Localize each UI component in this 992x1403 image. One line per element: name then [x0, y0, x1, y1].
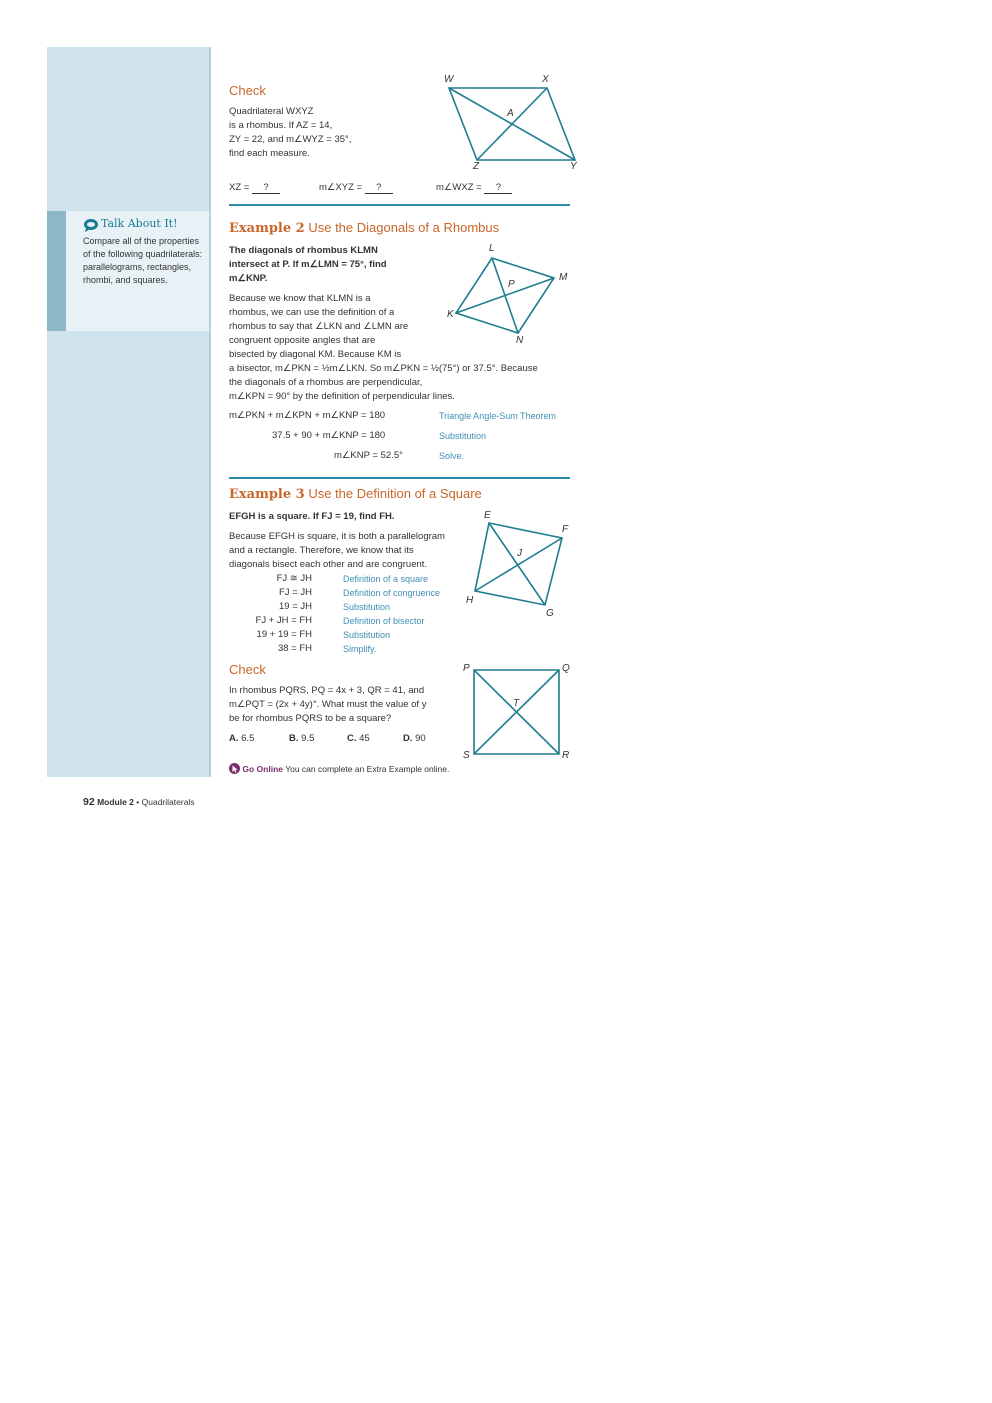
answer-label: m∠XYZ = [319, 182, 363, 193]
explanation-line: bisected by diagonal KM. Because KM is [229, 349, 402, 360]
speech-bubble-icon [83, 218, 99, 232]
answer-m-xyz [319, 182, 393, 194]
example-3-step: FJ = JH [279, 587, 312, 598]
example-3-reason: Definition of bisector [343, 616, 425, 626]
explanation-line: rhombus to say that ∠LKN and ∠LMN are [229, 321, 409, 332]
check-prompt-line: m∠PQT = (2x + 4y)°. What must the value of y [229, 699, 427, 710]
answer-choice-c[interactable]: C. 45 [347, 733, 370, 744]
example-number: Example 2 [229, 221, 305, 236]
cursor-click-icon [229, 763, 240, 774]
answer-label: XZ = [229, 182, 250, 193]
rhombus-klmn-figure [440, 245, 570, 340]
talk-about-it-text: Compare all of the properties of the following quadrilaterals: parallelograms, rectangles, rhombi, and squares. [83, 236, 203, 285]
vertex-label-g: G [546, 608, 554, 619]
go-online-text: You can complete an Extra Example online. [285, 764, 450, 774]
vertex-label-k: K [447, 309, 454, 320]
vertex-label-x: X [542, 74, 549, 85]
example-2-step: m∠KNP = 52.5° [334, 450, 403, 461]
square-efgh-figure [465, 515, 575, 615]
example-2-prompt [229, 244, 387, 286]
vertex-label-n: N [516, 335, 524, 346]
vertex-label-e: E [484, 510, 491, 521]
prompt-line: The diagonals of rhombus KLMN [229, 245, 378, 256]
example-3-explanation [229, 530, 445, 572]
go-online-label: Go Online [242, 764, 283, 774]
example-number: Example 3 [229, 487, 305, 502]
example-2-reason: Solve. [439, 451, 465, 461]
check-heading: Check [229, 662, 266, 677]
explanation-line: diagonals bisect each other and are congruent. [229, 559, 428, 570]
example-3-step: 19 + 19 = FH [256, 629, 312, 640]
answer-blank[interactable]: ? [484, 182, 512, 194]
vertex-label-w: W [444, 74, 454, 85]
example-3-heading [229, 486, 482, 502]
explanation-line: the diagonals of a rhombus are perpendicular, [229, 377, 423, 388]
vertex-label-s: S [463, 750, 470, 761]
answer-blank[interactable]: ? [252, 182, 280, 194]
footer-separator: • [136, 797, 140, 807]
example-title: Use the Diagonals of a Rhombus [308, 220, 500, 235]
go-online-link[interactable] [229, 763, 449, 774]
check-prompt-line: is a rhombus. If AZ = 14, [229, 120, 333, 131]
module-label: Module 2 [97, 797, 134, 807]
vertex-label-h: H [466, 595, 474, 606]
explanation-line: congruent opposite angles that are [229, 335, 376, 346]
check-prompt-line: ZY = 22, and m∠WYZ = 35°, [229, 134, 352, 145]
vertex-label-z: Z [473, 161, 480, 172]
check-prompt-line: be for rhombus PQRS to be a square? [229, 713, 392, 724]
topic-label: Quadrilaterals [141, 797, 195, 807]
example-2-step: 37.5 + 90 + m∠KNP = 180 [272, 430, 386, 441]
answer-m-wxz [436, 182, 512, 194]
talk-about-it-title: Talk About It! [101, 217, 178, 230]
explanation-line: m∠KPN = 90° by the definition of perpendicular lines. [229, 391, 455, 402]
answer-xz [229, 182, 280, 194]
answer-choice-d[interactable]: D. 90 [403, 733, 426, 744]
example-title: Use the Definition of a Square [308, 486, 482, 501]
vertex-label-m: M [559, 272, 568, 283]
example-3-step: 38 = FH [277, 643, 312, 654]
check-prompt-line: find each measure. [229, 148, 310, 159]
answer-choice-b[interactable]: B. 9.5 [289, 733, 315, 744]
explanation-line: Because we know that KLMN is a [229, 293, 371, 304]
check-prompt [229, 684, 426, 726]
sidebar-panel [47, 47, 209, 777]
example-3-step: 19 = JH [278, 601, 312, 612]
vertex-label-p: P [463, 663, 470, 674]
check-heading: Check [229, 83, 266, 98]
page-footer [83, 796, 195, 808]
check-prompt-line: In rhombus PQRS, PQ = 4x + 3, QR = 41, and [229, 685, 425, 696]
section-divider [229, 477, 570, 479]
vertex-label-l: L [489, 243, 495, 254]
check-prompt [229, 105, 352, 161]
point-label-a: A [507, 108, 514, 119]
answer-blank[interactable]: ? [365, 182, 393, 194]
section-divider [229, 204, 570, 206]
example-2-reason: Triangle Angle-Sum Theorem [439, 411, 557, 421]
example-3-reason: Definition of congruence [343, 588, 441, 598]
answer-choice-a[interactable]: A. 6.5 [229, 733, 255, 744]
vertex-label-r: R [562, 750, 570, 761]
explanation-line: and a rectangle. Therefore, we know that its [229, 545, 414, 556]
example-3-prompt: EFGH is a square. If FJ = 19, find FH. [229, 511, 395, 522]
sidebar-divider [209, 47, 211, 777]
explanation-line: Because EFGH is square, it is both a parallelogram [229, 531, 445, 542]
example-3-step: FJ + JH = FH [255, 615, 312, 626]
check-prompt-line: Quadrilateral WXYZ [229, 106, 314, 117]
page-number: 92 [83, 796, 95, 808]
point-label-j: J [517, 548, 522, 559]
example-3-reason: Substitution [343, 630, 391, 640]
example-2-heading [229, 220, 499, 236]
square-pqrs-figure [465, 664, 565, 760]
prompt-line: intersect at P. If m∠LMN = 75°, find [229, 259, 387, 270]
rhombus-wxyz-figure [440, 72, 590, 177]
example-2-step: m∠PKN + m∠KPN + m∠KNP = 180 [229, 410, 386, 421]
vertex-label-q: Q [562, 663, 570, 674]
point-label-p: P [508, 279, 515, 290]
vertex-label-y: Y [570, 161, 577, 172]
example-3-reason: Simplify. [343, 644, 377, 654]
talk-about-it-accent-bar [47, 211, 66, 331]
example-3-step: FJ ≅ JH [276, 573, 312, 584]
example-3-reason: Definition of a square [343, 574, 429, 584]
answer-label: m∠WXZ = [436, 182, 482, 193]
explanation-line: a bisector, m∠PKN = ½m∠LKN. So m∠PKN = ½(75°) or 37.5°. Because [229, 363, 538, 374]
example-3-reason: Substitution [343, 602, 391, 612]
vertex-label-f: F [562, 524, 569, 535]
explanation-line: rhombus, we can use the definition of a [229, 307, 395, 318]
point-label-t: T [513, 698, 520, 709]
example-2-reason: Substitution [439, 431, 487, 441]
prompt-line: m∠KNP. [229, 273, 268, 284]
